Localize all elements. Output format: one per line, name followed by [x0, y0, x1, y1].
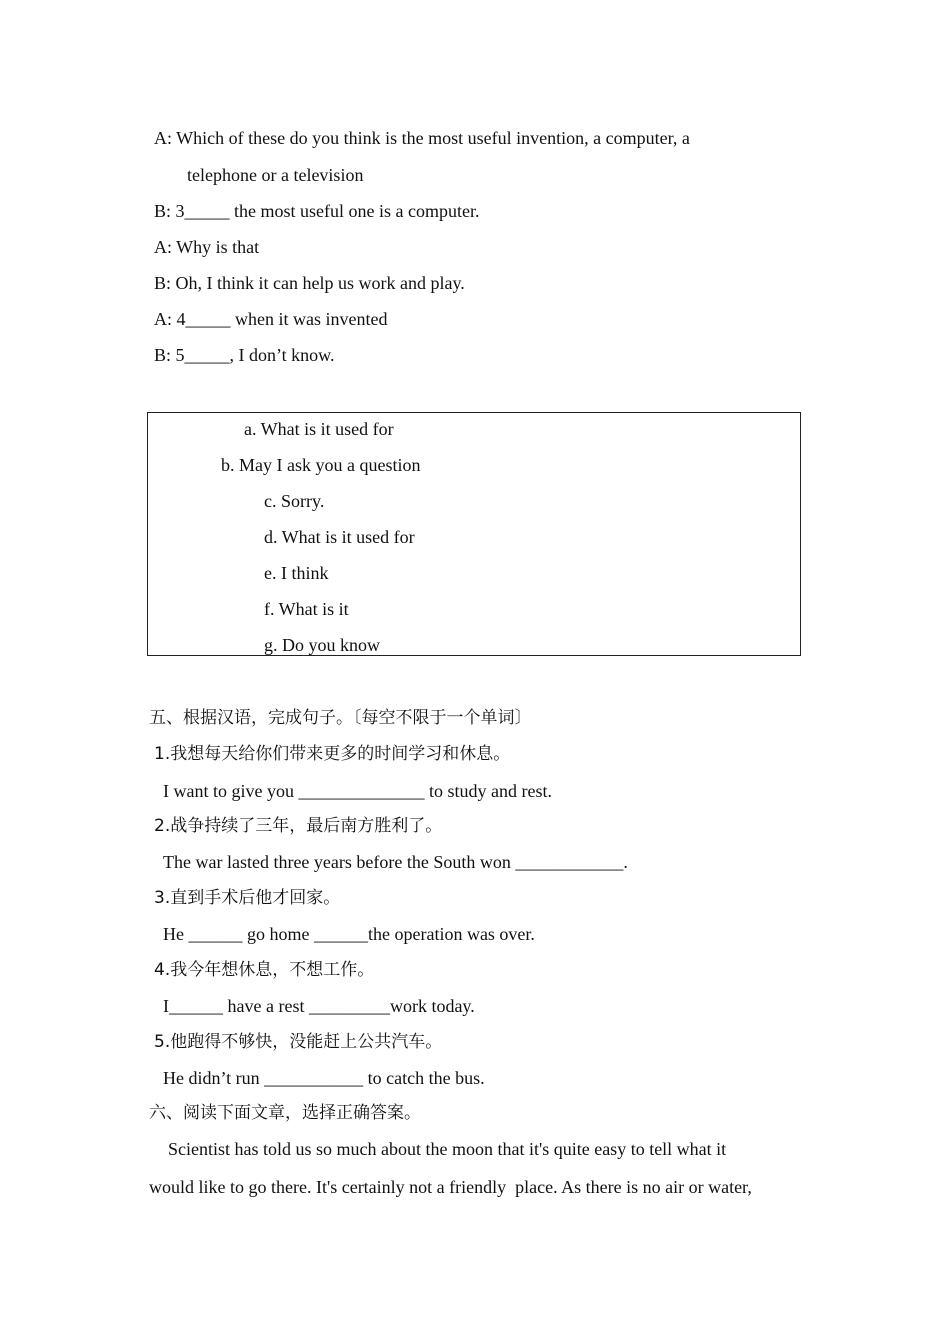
- option-c: c. Sorry.: [264, 491, 325, 511]
- section6-title: 六、阅读下面文章，选择正确答案。: [149, 1103, 421, 1123]
- section5-item-2-en: The war lasted three years before the South won ____________.: [163, 852, 628, 872]
- dialogue-line-3: B: 3_____ the most useful one is a computer.: [154, 201, 480, 221]
- section5-title: 五、根据汉语，完成句子。〔每空不限于一个单词〕: [149, 708, 532, 728]
- section5-item-4-en: I______ have a rest _________work today.: [163, 996, 475, 1016]
- options-box: [147, 412, 801, 656]
- option-d: d. What is it used for: [264, 527, 415, 547]
- section5-item-1-cn: 1.我想每天给你们带来更多的时间学习和休息。: [154, 744, 511, 764]
- option-f: f. What is it: [264, 599, 349, 619]
- dialogue-line-1: A: Which of these do you think is the most useful invention, a computer, a: [154, 128, 690, 148]
- section5-item-2-cn: 2.战争持续了三年，最后南方胜利了。: [154, 816, 443, 836]
- section5-item-3-cn: 3.直到手术后他才回家。: [154, 888, 341, 908]
- option-b: b. May I ask you a question: [221, 455, 421, 475]
- dialogue-line-4: A: Why is that: [154, 237, 260, 257]
- option-g: g. Do you know: [264, 635, 380, 655]
- dialogue-line-2: telephone or a television: [187, 165, 364, 185]
- section5-item-1-en: I want to give you ______________ to study and rest.: [163, 781, 552, 801]
- dialogue-line-5: B: Oh, I think it can help us work and play.: [154, 273, 465, 293]
- option-e: e. I think: [264, 563, 329, 583]
- passage-line-1: Scientist has told us so much about the moon that it's quite easy to tell what it: [168, 1139, 727, 1159]
- option-a: a. What is it used for: [244, 419, 394, 439]
- section5-item-3-en: He ______ go home ______the operation was over.: [163, 924, 535, 944]
- dialogue-line-6: A: 4_____ when it was invented: [154, 309, 388, 329]
- section5-item-4-cn: 4.我今年想休息，不想工作。: [154, 960, 375, 980]
- passage-line-2: would like to go there. It's certainly not a friendly place. As there is no air or water,: [149, 1177, 752, 1197]
- dialogue-line-7: B: 5_____, I don’t know.: [154, 345, 335, 365]
- section5-item-5-en: He didn’t run ___________ to catch the bus.: [163, 1068, 485, 1088]
- section5-item-5-cn: 5.他跑得不够快，没能赶上公共汽车。: [154, 1032, 443, 1052]
